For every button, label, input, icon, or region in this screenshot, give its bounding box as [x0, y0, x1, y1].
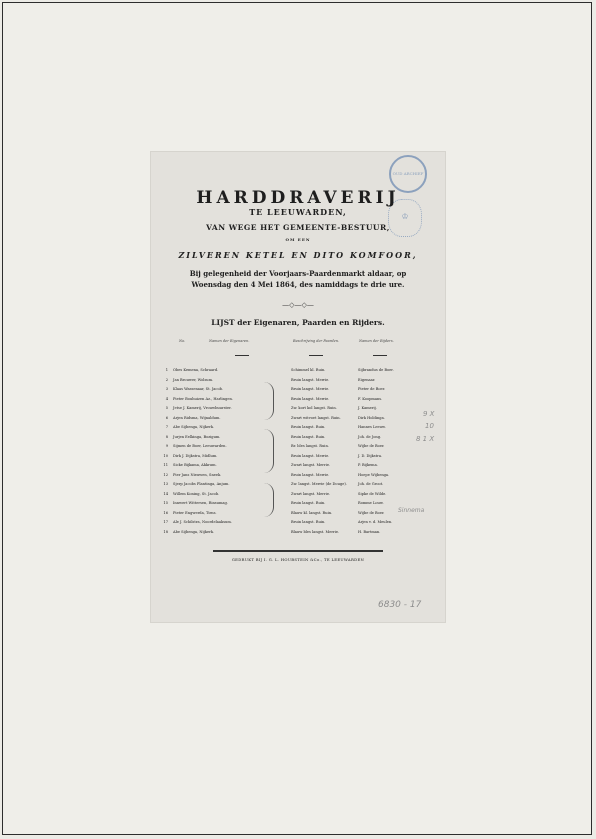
ornament-divider: —◇—◇—: [282, 301, 314, 309]
table-row: [151, 366, 445, 376]
entry-number: 13: [163, 482, 168, 486]
owner-name: Klaas Wassenaar, St. Jacob.: [173, 387, 224, 391]
table-row: [151, 480, 445, 490]
owner-name: Willem Koning, St. Jacob.: [173, 491, 220, 496]
crown-icon: ♔: [401, 212, 409, 221]
rider-name: Pieter de Boer.: [358, 387, 386, 391]
entry-number: 8: [165, 434, 168, 439]
table-row: [151, 414, 445, 424]
entry-number: 11: [163, 463, 168, 467]
col-header-horse: Beschrijving der Paarden.: [293, 339, 340, 343]
horse-description: Bruin langst. Merrie.: [291, 453, 330, 458]
horse-description: Zwart langst. Merrie.: [291, 491, 331, 496]
horse-description: Bruin langst. Ruin.: [291, 501, 326, 505]
owner-name: Arjen Ridsma, Wijnaldum.: [173, 415, 221, 420]
printer-footer: GEDRUKT BIJ I. G. L. HOUBSTEIN &Co., TE LEEUWARDEN: [231, 557, 365, 562]
owner-name: Ale J. Schilstra, Noordelaaksum.: [173, 520, 232, 524]
horse-description: Bruin langst. Ruin.: [291, 520, 326, 524]
rider-name: Wijbe de Boer.: [358, 444, 385, 448]
entry-number: 3: [165, 387, 168, 391]
table-row: [151, 395, 445, 405]
col-header-rider: Namen der Rijders.: [359, 339, 394, 343]
table-row: [151, 518, 445, 528]
rider-name: F. Koopmans.: [358, 396, 383, 401]
entry-number: 16: [163, 510, 168, 515]
rider-name: Eigenaar.: [358, 377, 376, 382]
entry-number: 9: [165, 444, 168, 448]
poster-om-een: OM EEN: [285, 237, 311, 242]
archive-stamp-round: OUD ARCHIEF: [389, 155, 427, 193]
entry-number: 10: [163, 453, 168, 458]
rider-name: Joh. de Jong.: [358, 434, 382, 439]
pencil-note: 9 X: [423, 410, 435, 418]
table-row: [151, 452, 445, 462]
poster-title: HARDDRAVERIJ: [196, 188, 400, 208]
footer-rule: [213, 550, 383, 552]
horse-description: Zw. langst. Merrie (de Douge).: [291, 482, 347, 486]
col-rule-rider: [373, 355, 387, 356]
rider-name: Hoepe Wijbenga.: [358, 472, 390, 477]
horse-description: Schimmel kl. Ruin.: [291, 368, 326, 372]
owner-name: Sijmen de Boer, Leeuwarden.: [173, 444, 227, 448]
poster-occasion-line1: Bij gelegenheid der Voorjaars-Paardenmarkt aldaar, op: [189, 269, 407, 278]
owner-name: Pier Jans Nieuwen, Sneek.: [173, 472, 222, 477]
horse-description: Zw. kort kol langst. Ruin.: [291, 406, 337, 410]
owner-name: Sjerp Jacobs Plantinga, Anjum.: [173, 482, 230, 486]
pencil-inventory-number: 6830 - 17: [378, 600, 422, 610]
table-row: [151, 423, 445, 433]
table-row: [151, 376, 445, 386]
col-header-no: No.: [179, 339, 186, 343]
owner-name: Sicke Bijkama, Akkrum.: [173, 463, 217, 467]
entry-number: 1: [165, 368, 168, 372]
pencil-note: 10: [425, 422, 434, 430]
entry-number: 7: [165, 425, 168, 429]
entry-number: 5: [165, 406, 168, 410]
pencil-brace: [259, 382, 274, 420]
entry-number: 4: [165, 396, 168, 401]
owner-name: Pieter Bouhuizen Az., Harlingen.: [173, 396, 233, 401]
table-row: [151, 442, 445, 452]
horse-description: Blauw kl. langst. Ruin.: [291, 510, 333, 515]
rider-name: Sijbrandus de Boer.: [358, 368, 394, 372]
rider-name: Sipke de Wilde.: [358, 491, 387, 496]
entry-number: 14: [163, 491, 168, 496]
entry-number: 18: [163, 529, 168, 534]
rider-name: J. D. Dijkstra.: [358, 453, 383, 458]
horse-description: Zwart langst. Merrie.: [291, 463, 331, 467]
horse-description: Bruin langst. Merrie.: [291, 396, 330, 401]
pencil-note: 8 1 X: [416, 435, 435, 443]
rider-name: P. Bijkema.: [358, 463, 378, 467]
pencil-brace: [259, 429, 274, 473]
col-rule-owner: [235, 355, 249, 356]
rider-name: Hannes Leeuw.: [358, 425, 386, 429]
horse-description: Bruin langst. Merrie.: [291, 387, 330, 391]
table-row: [151, 404, 445, 414]
horse-description: Bruin langst. Merrie.: [291, 472, 330, 477]
owner-name: Jurjen Eelkinga, Bozigum.: [173, 434, 221, 439]
rider-name: Arjen v. d. Meulen.: [358, 520, 393, 524]
pencil-note: Sinnema: [398, 507, 425, 514]
entry-number: 2: [165, 377, 168, 382]
table-row: [151, 528, 445, 538]
table-row: [151, 461, 445, 471]
poster-occasion-line2: Woensdag den 4 Mei 1864, des namiddags te drie ure.: [191, 280, 405, 289]
table-row: [151, 433, 445, 443]
horse-description: Bruin langst. Ruin.: [291, 434, 326, 439]
rider-name: Romme Louw.: [358, 501, 384, 505]
horse-description: Blauw bles langst. Merrie.: [291, 529, 340, 534]
table-row: [151, 385, 445, 395]
horse-description: Zwart witvoet langst. Ruin.: [291, 415, 341, 420]
rider-name: Joh. de Groot.: [358, 482, 384, 486]
owner-name: Pieter Engwerda, Tirns.: [173, 510, 217, 515]
horse-description: Bruin langst. Merrie.: [291, 377, 330, 382]
rider-name: Dirk Holdinga.: [358, 415, 385, 420]
table-row: [151, 471, 445, 481]
entry-number: 17: [163, 520, 168, 524]
col-rule-horse: [309, 355, 323, 356]
rider-name: J. Kamerij.: [358, 406, 377, 410]
horse-description: Br. bles langst. Ruin.: [291, 444, 329, 448]
entry-number: 6: [165, 415, 168, 420]
owner-name: Jan Brouwer, Wolsum.: [173, 377, 214, 382]
owner-name: Jetse J. Kamerij, Vrouwbuurster.: [173, 406, 232, 410]
rider-name: H. Bartman.: [358, 529, 381, 534]
poster-organizer: VAN WEGE HET GEMEENTE-BESTUUR,: [206, 223, 390, 232]
owner-name: Abe Sijbenga, Nijkerk.: [173, 425, 215, 429]
poster-place: TE LEEUWARDEN,: [249, 207, 347, 217]
list-title: LIJST der Eigenaren, Paarden en Rijders.: [211, 318, 385, 327]
owner-name: Innwert Wittersen, Rinsumag.: [173, 501, 228, 505]
horse-description: Bruin langst. Ruin.: [291, 425, 326, 429]
entry-number: 12: [163, 472, 168, 477]
owner-name: Abe Sijbenga, Nijkerk.: [173, 529, 215, 534]
owner-name: Obes Kemena, Schraard.: [173, 368, 219, 372]
col-header-owner: Namen der Eigenaren.: [209, 339, 250, 343]
entry-number: 15: [163, 501, 168, 505]
rider-name: Wijbe de Boer.: [358, 510, 385, 515]
poster-sheet: [151, 152, 445, 622]
poster-prize: ZILVEREN KETEL EN DITO KOMFOOR,: [178, 250, 418, 260]
table-row: [151, 490, 445, 500]
pencil-brace: [259, 483, 274, 517]
owner-name: Dirk J. Dijkstra, Midlum.: [173, 453, 218, 458]
